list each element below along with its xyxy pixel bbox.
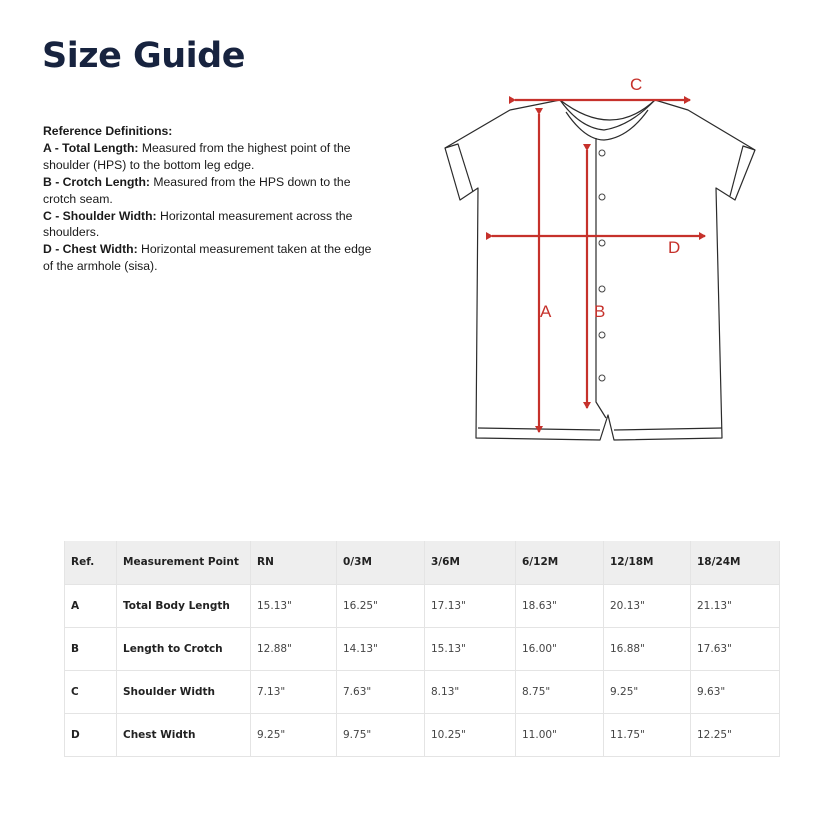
value-cell: 9.63"	[691, 670, 780, 713]
column-header: 0/3M	[337, 541, 425, 584]
value-cell: 9.25"	[251, 713, 337, 756]
table-header-row	[65, 541, 780, 584]
value-cell: 8.13"	[425, 670, 516, 713]
column-header: 18/24M	[691, 541, 780, 584]
definition-text: Horizontal measurement taken at the edge of the armhole (sisa).	[43, 242, 372, 274]
column-header: 12/18M	[604, 541, 691, 584]
size-table-container	[64, 541, 779, 757]
table-row	[65, 670, 780, 713]
snap-icon	[599, 150, 605, 156]
column-header: 3/6M	[425, 541, 516, 584]
value-cell: 7.63"	[337, 670, 425, 713]
definition-text: Measured from the highest point of the shoulder (HPS) to the bottom leg edge.	[43, 140, 351, 172]
value-cell: 10.25"	[425, 713, 516, 756]
definition-b	[43, 174, 383, 208]
column-header: 6/12M	[516, 541, 604, 584]
definition-term: B - Crotch Length:	[43, 174, 150, 189]
definition-text: Measured from the HPS down to the crotch seam.	[43, 174, 351, 206]
label-d: D	[668, 238, 681, 257]
snap-icon	[599, 194, 605, 200]
value-cell: 15.13"	[425, 627, 516, 670]
column-header: Measurement Point	[117, 541, 251, 584]
value-cell: 12.25"	[691, 713, 780, 756]
definition-c	[43, 208, 383, 242]
measurement-point-cell: Shoulder Width	[117, 670, 251, 713]
value-cell: 16.25"	[337, 584, 425, 627]
value-cell: 11.00"	[516, 713, 604, 756]
value-cell: 17.13"	[425, 584, 516, 627]
snap-icon	[599, 286, 605, 292]
ref-cell: C	[65, 670, 117, 713]
size-table	[64, 541, 780, 757]
definition-term: A - Total Length:	[43, 140, 139, 155]
definition-a	[43, 140, 383, 174]
measurement-point-cell: Total Body Length	[117, 584, 251, 627]
value-cell: 20.13"	[604, 584, 691, 627]
definition-term: C - Shoulder Width:	[43, 208, 157, 223]
definitions-heading: Reference Definitions:	[43, 124, 173, 138]
table-row	[65, 713, 780, 756]
value-cell: 8.75"	[516, 670, 604, 713]
label-a: A	[540, 302, 552, 321]
value-cell: 11.75"	[604, 713, 691, 756]
definition-d	[43, 241, 383, 275]
label-b: B	[594, 302, 606, 321]
value-cell: 18.63"	[516, 584, 604, 627]
table-row	[65, 627, 780, 670]
value-cell: 9.75"	[337, 713, 425, 756]
snap-icon	[599, 240, 605, 246]
snap-icon	[599, 375, 605, 381]
value-cell: 17.63"	[691, 627, 780, 670]
label-c: C	[630, 75, 643, 94]
value-cell: 9.25"	[604, 670, 691, 713]
value-cell: 14.13"	[337, 627, 425, 670]
definition-text: Horizontal measurement across the shoulders.	[43, 208, 353, 240]
page-title: Size Guide	[42, 36, 245, 76]
measurement-point-cell: Chest Width	[117, 713, 251, 756]
value-cell: 7.13"	[251, 670, 337, 713]
snap-icon	[599, 332, 605, 338]
value-cell: 15.13"	[251, 584, 337, 627]
measurement-point-cell: Length to Crotch	[117, 627, 251, 670]
value-cell: 12.88"	[251, 627, 337, 670]
table-row	[65, 584, 780, 627]
ref-cell: B	[65, 627, 117, 670]
value-cell: 16.00"	[516, 627, 604, 670]
value-cell: 16.88"	[604, 627, 691, 670]
reference-definitions	[43, 123, 383, 275]
column-header: Ref.	[65, 541, 117, 584]
ref-cell: D	[65, 713, 117, 756]
romper-diagram	[420, 60, 810, 460]
definition-term: D - Chest Width:	[43, 242, 138, 257]
column-header: RN	[251, 541, 337, 584]
ref-cell: A	[65, 584, 117, 627]
value-cell: 21.13"	[691, 584, 780, 627]
